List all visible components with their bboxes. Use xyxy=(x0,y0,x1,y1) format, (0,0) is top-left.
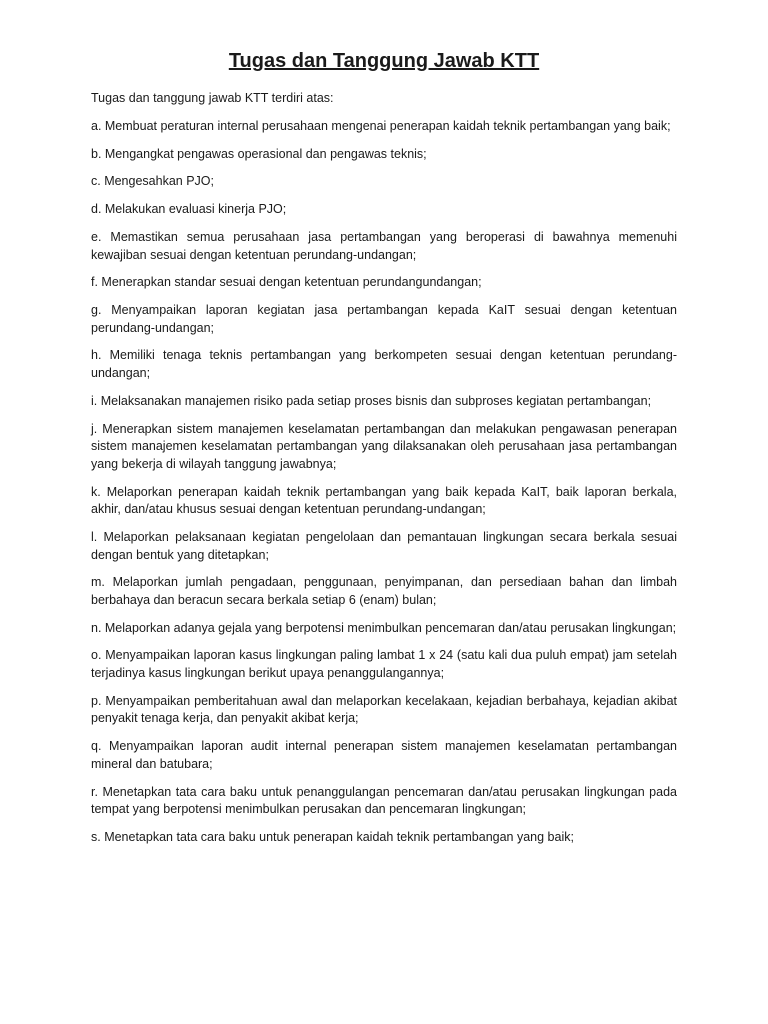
list-item-o: o. Menyampaikan laporan kasus lingkungan paling lambat 1 x 24 (satu kali dua puluh empat) jam setelah terjadinya kasus lingkungan berikut upaya penanggulangannya; xyxy=(91,648,677,681)
duty-list xyxy=(91,118,677,847)
list-item-b: b. Mengangkat pengawas operasional dan pengawas teknis; xyxy=(91,146,427,161)
list-item-p: p. Menyampaikan pemberitahuan awal dan melaporkan kecelakaan, kejadian berbahaya, kejadian akibat penyakit tenaga kerja, dan penyakit akibat kerja; xyxy=(91,693,677,726)
list-item-j: j. Menerapkan sistem manajemen keselamatan pertambangan dan melakukan pengawasan penerapan sistem manajemen keselamatan pertambangan yang dilaksanakan oleh perusahaan jasa pertambangan yang bekerja di wilayah tanggung jawabnya; xyxy=(91,421,677,471)
list-item-q: q. Menyampaikan laporan audit internal penerapan sistem manajemen keselamatan pertambangan mineral dan batubara; xyxy=(91,739,677,771)
list-item-a: a. Membuat peraturan internal perusahaan mengenai penerapan kaidah teknik pertambangan yang baik; xyxy=(91,118,671,133)
list-item-g: g. Menyampaikan laporan kegiatan jasa pertambangan kepada KaIT sesuai dengan ketentuan perundang-undangan; xyxy=(91,303,677,335)
list-item-n: n. Melaporkan adanya gejala yang berpotensi menimbulkan pencemaran dan/atau perusakan lingkungan; xyxy=(91,620,677,635)
list-item-r: r. Menetapkan tata cara baku untuk penanggulangan pencemaran dan/atau perusakan lingkungan pada tempat yang berpotensi menimbulkan perusakan dan pencemaran lingkungan; xyxy=(91,784,677,817)
list-item-e: e. Memastikan semua perusahaan jasa pertambangan yang beroperasi di bawahnya memenuhi kewajiban sesuai dengan ketentuan perundang-undangan; xyxy=(91,229,677,262)
list-item-s: s. Menetapkan tata cara baku untuk penerapan kaidah teknik pertambangan yang baik; xyxy=(91,829,574,844)
list-item-m: m. Melaporkan jumlah pengadaan, penggunaan, penyimpanan, dan persediaan bahan dan limbah berbahaya dan beracun secara berkala setiap 6 (enam) bulan; xyxy=(91,575,677,607)
intro-text: Tugas dan tanggung jawab KTT terdiri atas: xyxy=(91,91,334,105)
list-item-f: f. Menerapkan standar sesuai dengan ketentuan perundangundangan; xyxy=(91,275,482,290)
page-title: Tugas dan Tanggung Jawab KTT xyxy=(228,50,540,72)
list-item-h: h. Memiliki tenaga teknis pertambangan yang berkompeten sesuai dengan ketentuan perundang-undangan; xyxy=(91,348,677,381)
list-item-k: k. Melaporkan penerapan kaidah teknik pertambangan yang baik kepada KaIT, baik laporan berkala, akhir, dan/atau khusus sesuai dengan ketentuan perundang-undangan; xyxy=(91,484,677,517)
list-item-c: c. Mengesahkan PJO; xyxy=(91,174,214,189)
list-item-i: i. Melaksanakan manajemen risiko pada setiap proses bisnis dan subproses kegiatan pertambangan; xyxy=(91,393,652,408)
list-item-d: d. Melakukan evaluasi kinerja PJO; xyxy=(91,202,287,217)
document-page xyxy=(91,48,677,857)
list-item-l: l. Melaporkan pelaksanaan kegiatan pengelolaan dan pemantauan lingkungan secara berkala sesuai dengan bentuk yang ditetapkan; xyxy=(91,529,677,562)
